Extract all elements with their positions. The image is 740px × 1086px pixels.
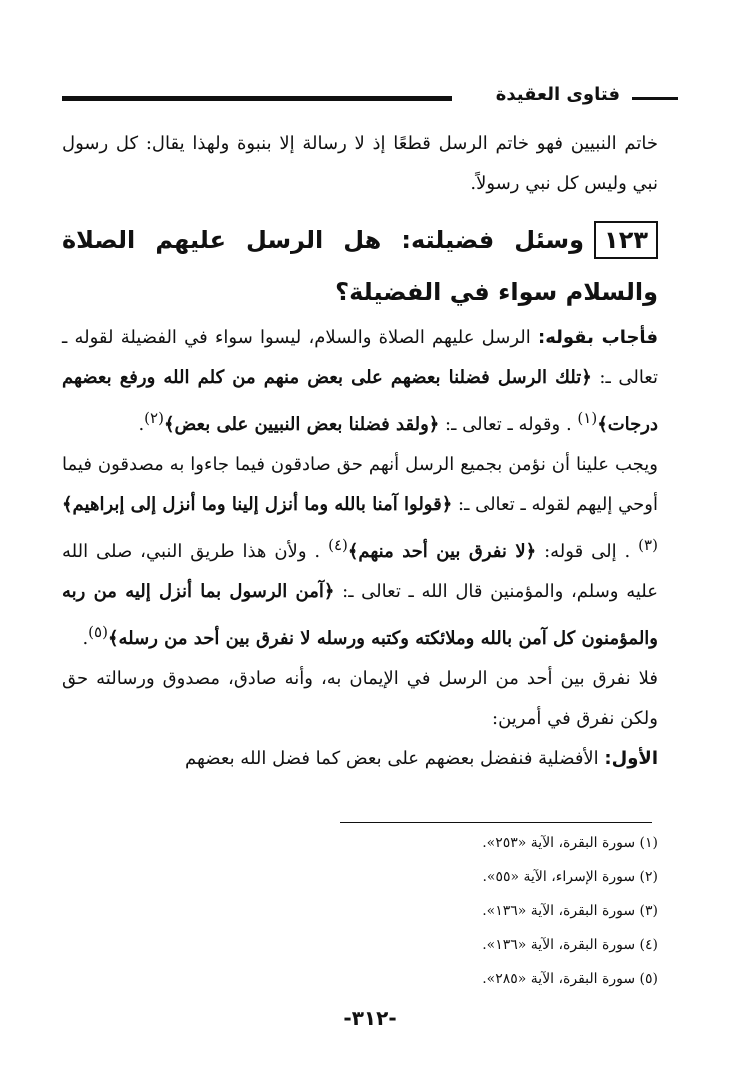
footnote-text: سورة الإسراء، الآية «٥٥». [482, 869, 636, 885]
header-rule-short [632, 97, 678, 100]
first-point-text: الأفضلية فنفضل بعضهم على بعض كما فضل الله بعضهم [185, 748, 599, 769]
footnote-text: سورة البقرة، الآية «١٣٦». [482, 937, 636, 953]
footnote-item [298, 826, 658, 860]
footnote-ref-2: (٢) [144, 409, 164, 427]
question-heading [62, 214, 658, 318]
footnotes-list [298, 826, 658, 996]
belief-paragraph: ويجب علينا أن نؤمن بجميع الرسل أنهم حق صادقون فيما جاءوا به مصدقون فيما أوحي إليهم لقوله ـ تعالى ـ: ﴿قولوا آمنا بالله وما أنزل إلينا وما أنزل إلى إبراهيم﴾$^{(٣)}$ . إلى قوله: ﴿لا نفرق بين أحد منهم﴾$^{(٤)}$ . ولأن هذا طريق النبي، صلى الله عليه وسلم، والمؤمنين قال الله ـ تعالى ـ: ﴿آمن الرسول بما أنزل إليه من ربه والمؤمنون كل آمن بالله وملائكته وكتبه ورسله لا نفرق بين أحد من رسله﴾$^{(٥)}$. [62, 454, 658, 649]
first-point-paragraph [62, 739, 658, 779]
footnote-number: (٢) [639, 869, 658, 885]
verse-3: ﴿قولوا آمنا بالله وما أنزل إلينا وما أنزل إلى إبراهيم﴾ [62, 494, 453, 515]
running-header [62, 84, 678, 114]
footnote-ref-5: (٥) [88, 623, 108, 641]
first-point-lead: الأول: [604, 748, 658, 769]
answer-text-1: الرسل عليهم الصلاة والسلام، ليسوا سواء في الفضيلة لقوله ـ تعالى ـ: [62, 327, 658, 388]
verse-4: ﴿لا نفرق بين أحد منهم﴾ [347, 541, 537, 562]
footnote-number: (٤) [639, 937, 658, 953]
intro-paragraph: خاتم النبيين فهو خاتم الرسل قطعًا إذ لا رسالة إلا بنبوة ولهذا يقال: كل رسول نبي وليس كل نبي رسولاً. [62, 133, 658, 194]
footnote-item [298, 894, 658, 928]
page-body [62, 124, 658, 779]
belief-text-2: . إلى قوله: [544, 541, 631, 562]
footnote-number: (٥) [639, 971, 658, 987]
footnote-item [298, 860, 658, 894]
header-rule-long [62, 96, 452, 101]
footnote-item [298, 962, 658, 996]
footnote-ref-3: (٣) [638, 536, 658, 554]
footnote-number: (٣) [639, 903, 658, 919]
footnote-number: (١) [639, 835, 658, 851]
header-title: فتاوى العقيدة [495, 84, 620, 105]
verse-5: ﴿آمن الرسول بما أنزل إليه من ربه والمؤمنون كل آمن بالله وملائكته وكتبه ورسله لا نفرق بين أحد من رسله﴾ [62, 581, 658, 649]
belief-text-1: ويجب علينا أن نؤمن بجميع الرسل أنهم حق صادقون فيما جاءوا به مصدقون فيما أوحي إليهم لقوله ـ تعالى ـ: [62, 454, 658, 515]
no-distinction-paragraph: فلا نفرق بين أحد من الرسل في الإيمان به، وأنه صادق، مصدوق ورسالته حق ولكن نفرق في أمرين: [62, 668, 658, 729]
footnote-ref-1: (١) [577, 409, 598, 427]
footnote-text: سورة البقرة، الآية «٢٥٣». [482, 835, 636, 851]
belief-text-3: . ولأن هذا طريق النبي، صلى الله عليه وسلم، والمؤمنين قال الله ـ تعالى ـ: [62, 541, 658, 602]
footnote-separator [340, 822, 652, 823]
footnote-ref-4: (٤) [328, 536, 348, 554]
question-text: وسئل فضيلته: هل الرسل عليهم الصلاة والسلام سواء في الفضيلة؟ [62, 226, 658, 306]
verse-1: ﴿تلك الرسل فضلنا بعضهم على بعض منهم من كلم الله ورفع بعضهم درجات﴾ [62, 367, 658, 435]
answer-lead: فأجاب بقوله: [538, 327, 658, 348]
question-number-box: ١٢٣ [594, 221, 658, 259]
page-number: -٣١٢- [343, 1006, 397, 1030]
footnote-item [298, 928, 658, 962]
verse-2: ﴿ولقد فضلنا بعض النبيين على بعض﴾ [163, 414, 440, 435]
answer-paragraph: فأجاب بقوله: الرسل عليهم الصلاة والسلام، ليسوا سواء في الفضيلة لقوله ـ تعالى ـ: ﴿تلك الرسل فضلنا بعضهم على بعض منهم من كلم الله ورفع بعضهم درجات﴾$^{(١)}$ . وقوله ـ تعالى ـ: ﴿ولقد فضلنا بعض النبيين على بعض﴾$^{(٢)}$. [62, 327, 658, 435]
footnote-text: سورة البقرة، الآية «١٣٦». [482, 903, 636, 919]
footnote-text: سورة البقرة، الآية «٢٨٥». [482, 971, 636, 987]
answer-text-2: . وقوله ـ تعالى ـ: [445, 414, 572, 435]
